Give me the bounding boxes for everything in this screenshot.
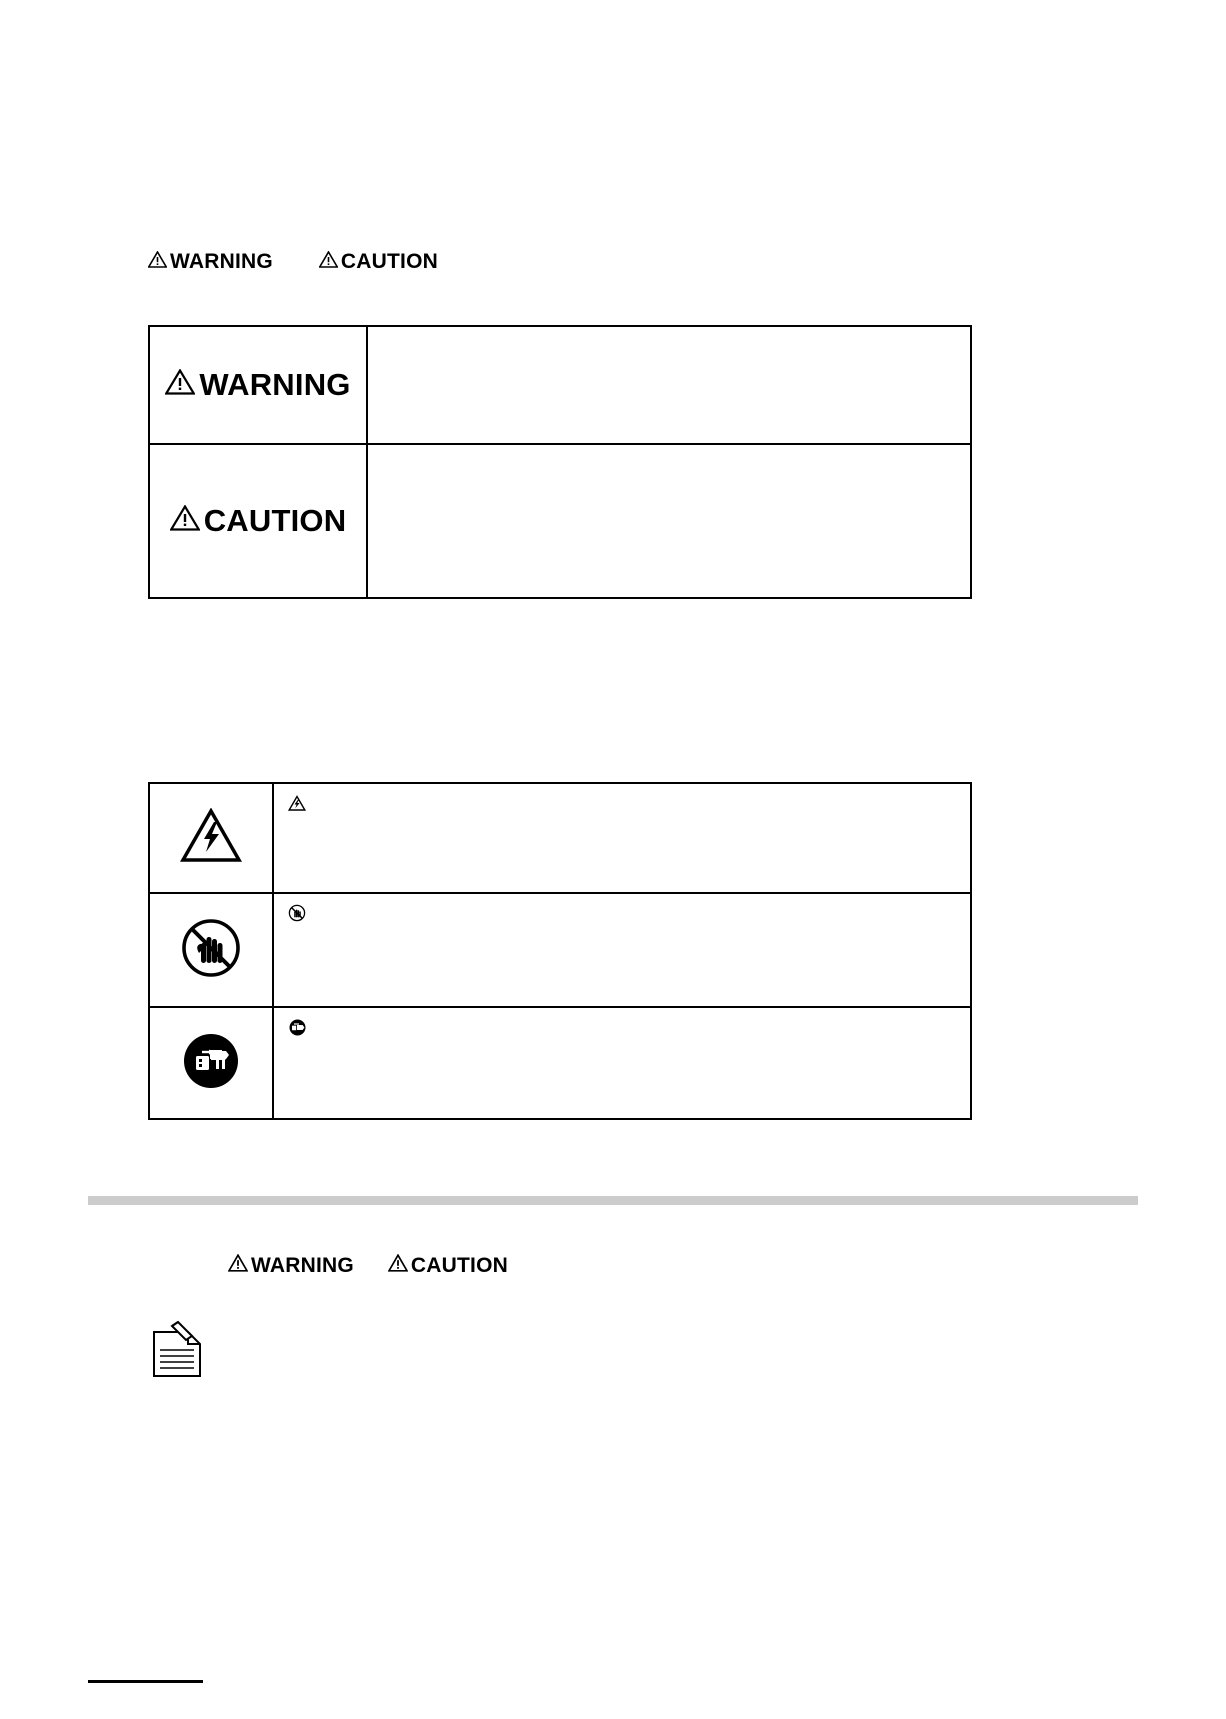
warning-triangle-icon [228,1254,248,1278]
symbol-icon-cell-do-not-touch [150,894,274,1006]
symbol-body-do-not-touch [274,894,970,1006]
symbol-body-unplug-power [274,1008,970,1118]
lower-caution-text: CAUTION [410,1254,508,1277]
electric-shock-hazard-icon [180,808,242,869]
notice-body-warning [368,327,970,443]
lower-warning-label [228,1254,354,1278]
notice-row-warning [150,327,970,443]
notice-label-cell-caution [150,445,368,597]
small-electric-shock-icon [288,795,306,818]
note-block [148,1318,222,1385]
notice-body-caution [368,445,970,597]
warning-triangle-icon [148,250,167,274]
notice-row-caution [150,443,970,597]
inline-caution-label [319,250,438,274]
do-not-touch-icon [180,917,242,984]
small-unplug-power-icon [288,1018,307,1043]
inline-safety-labels [148,250,438,274]
symbol-body-electric-shock [274,784,970,892]
warning-triangle-icon [319,250,338,274]
caution-label-text: CAUTION [203,503,347,538]
notice-label-cell-warning [150,327,368,443]
warning-triangle-icon [165,367,195,403]
symbol-row-unplug-power [150,1006,970,1118]
lower-caution-label [388,1254,508,1278]
section-divider-band [88,1196,1138,1205]
symbol-icon-cell-electric-shock [150,784,274,892]
symbol-icon-cell-unplug-power [150,1008,274,1118]
unplug-power-icon [180,1030,242,1097]
warning-label-text: WARNING [199,367,351,402]
symbol-table [148,782,972,1120]
caution-label [170,503,347,539]
warning-triangle-icon [388,1254,408,1278]
symbol-row-do-not-touch [150,892,970,1006]
lower-warning-text: WARNING [251,1254,354,1277]
lower-safety-labels [228,1254,508,1278]
warning-triangle-icon [170,503,200,539]
notice-table [148,325,972,599]
small-do-not-touch-icon [288,904,306,928]
footer-rule [88,1680,203,1683]
inline-warning-label [148,250,273,274]
warning-label [165,367,350,403]
inline-caution-text: CAUTION [340,250,438,273]
inline-warning-text: WARNING [170,250,273,273]
note-document-icon [148,1318,206,1385]
symbol-row-electric-shock [150,784,970,892]
